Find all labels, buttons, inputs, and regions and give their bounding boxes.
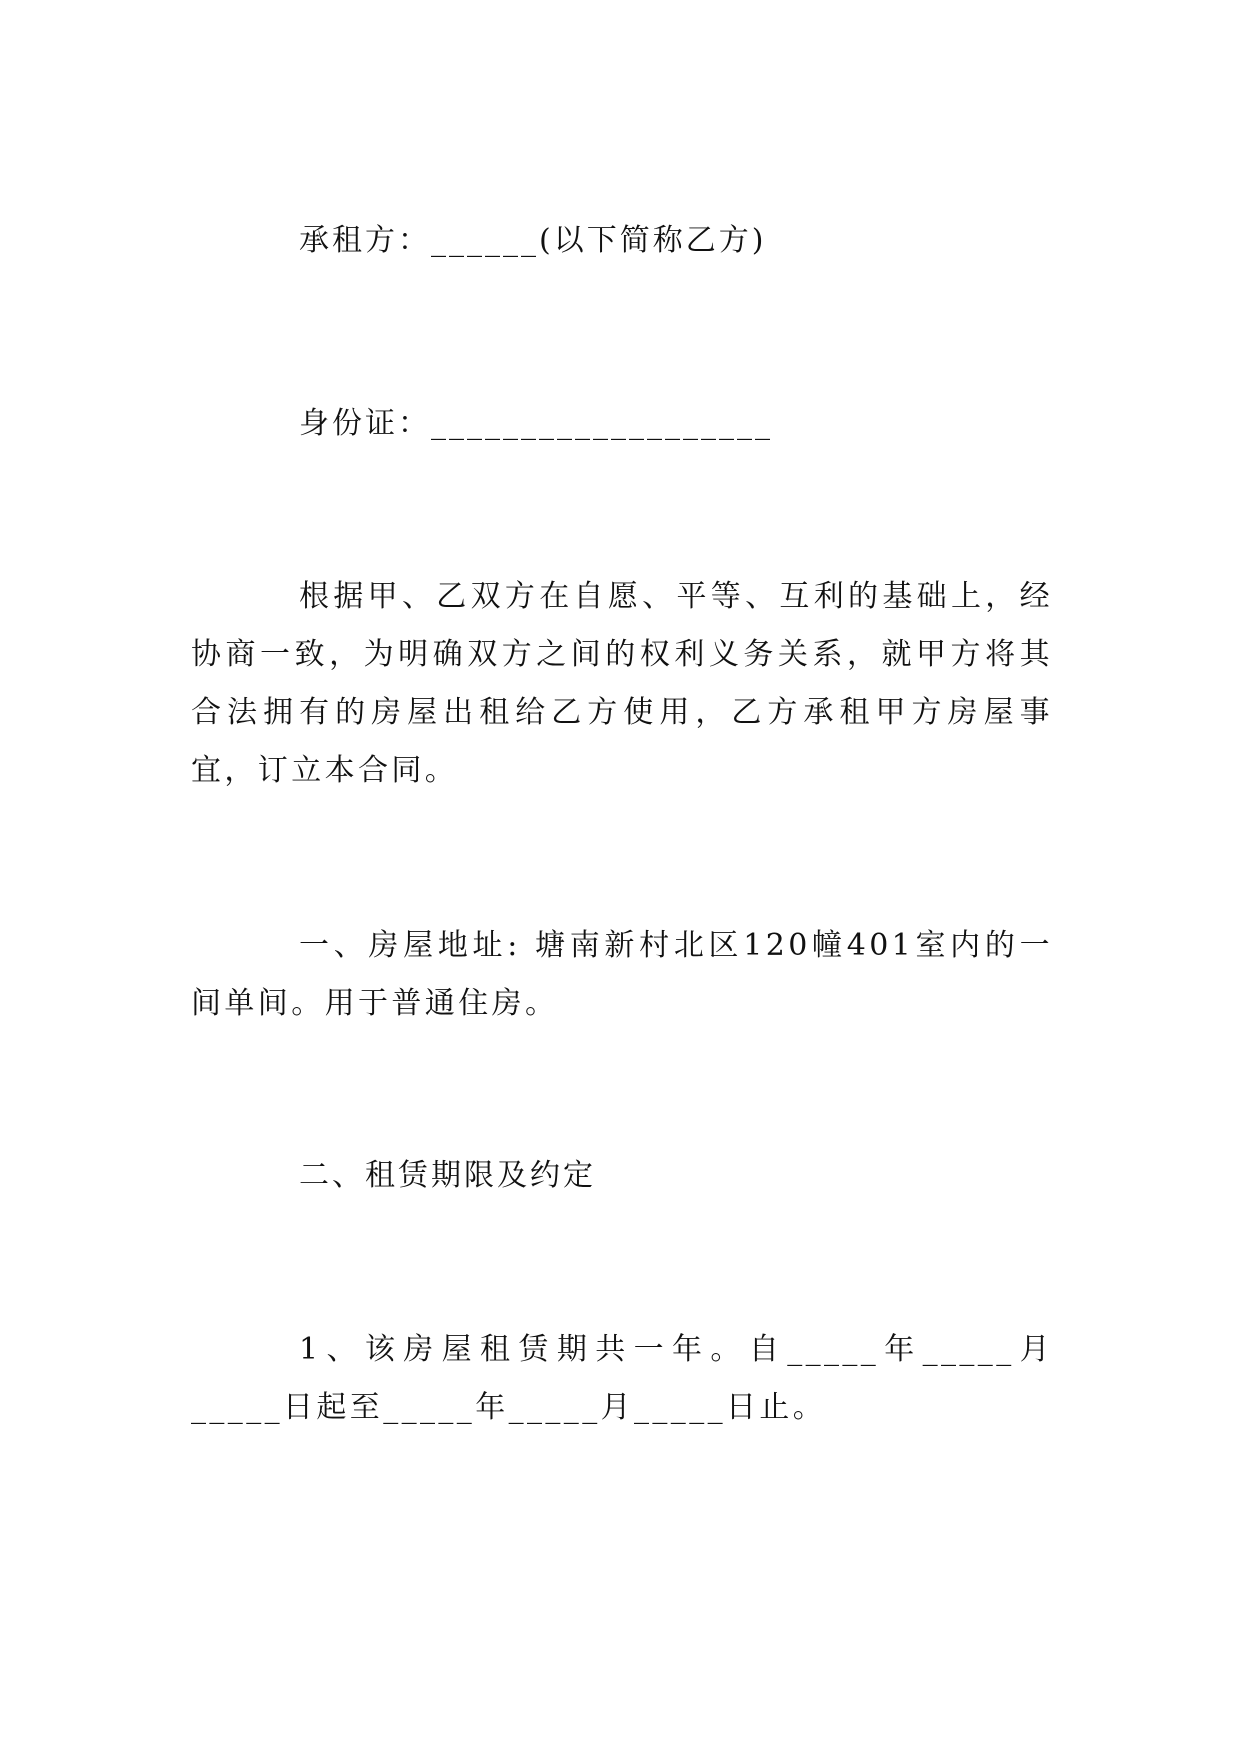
section-two-heading: 二、租赁期限及约定 — [299, 1158, 596, 1193]
clause-one-lease-term: 1、该房屋租赁期共一年。自_____年_____月_____日起至_____年_____月_____日止。 — [191, 1332, 1053, 1425]
section-one-house-address: 一、房屋地址: 塘南新村北区120幢401室内的一间单间。用于普通住房。 — [191, 928, 1053, 1021]
id-card-line: 身份证：___________________ — [299, 406, 773, 441]
preamble-paragraph: 根据甲、乙双方在自愿、平等、互利的基础上，经协商一致，为明确双方之间的权利义务关系，就甲方将其合法拥有的房屋出租给乙方使用，乙方承租甲方房屋事宜，订立本合同。 — [191, 579, 1053, 788]
lessee-line: 承租方：______(以下简称乙方) — [299, 223, 767, 258]
